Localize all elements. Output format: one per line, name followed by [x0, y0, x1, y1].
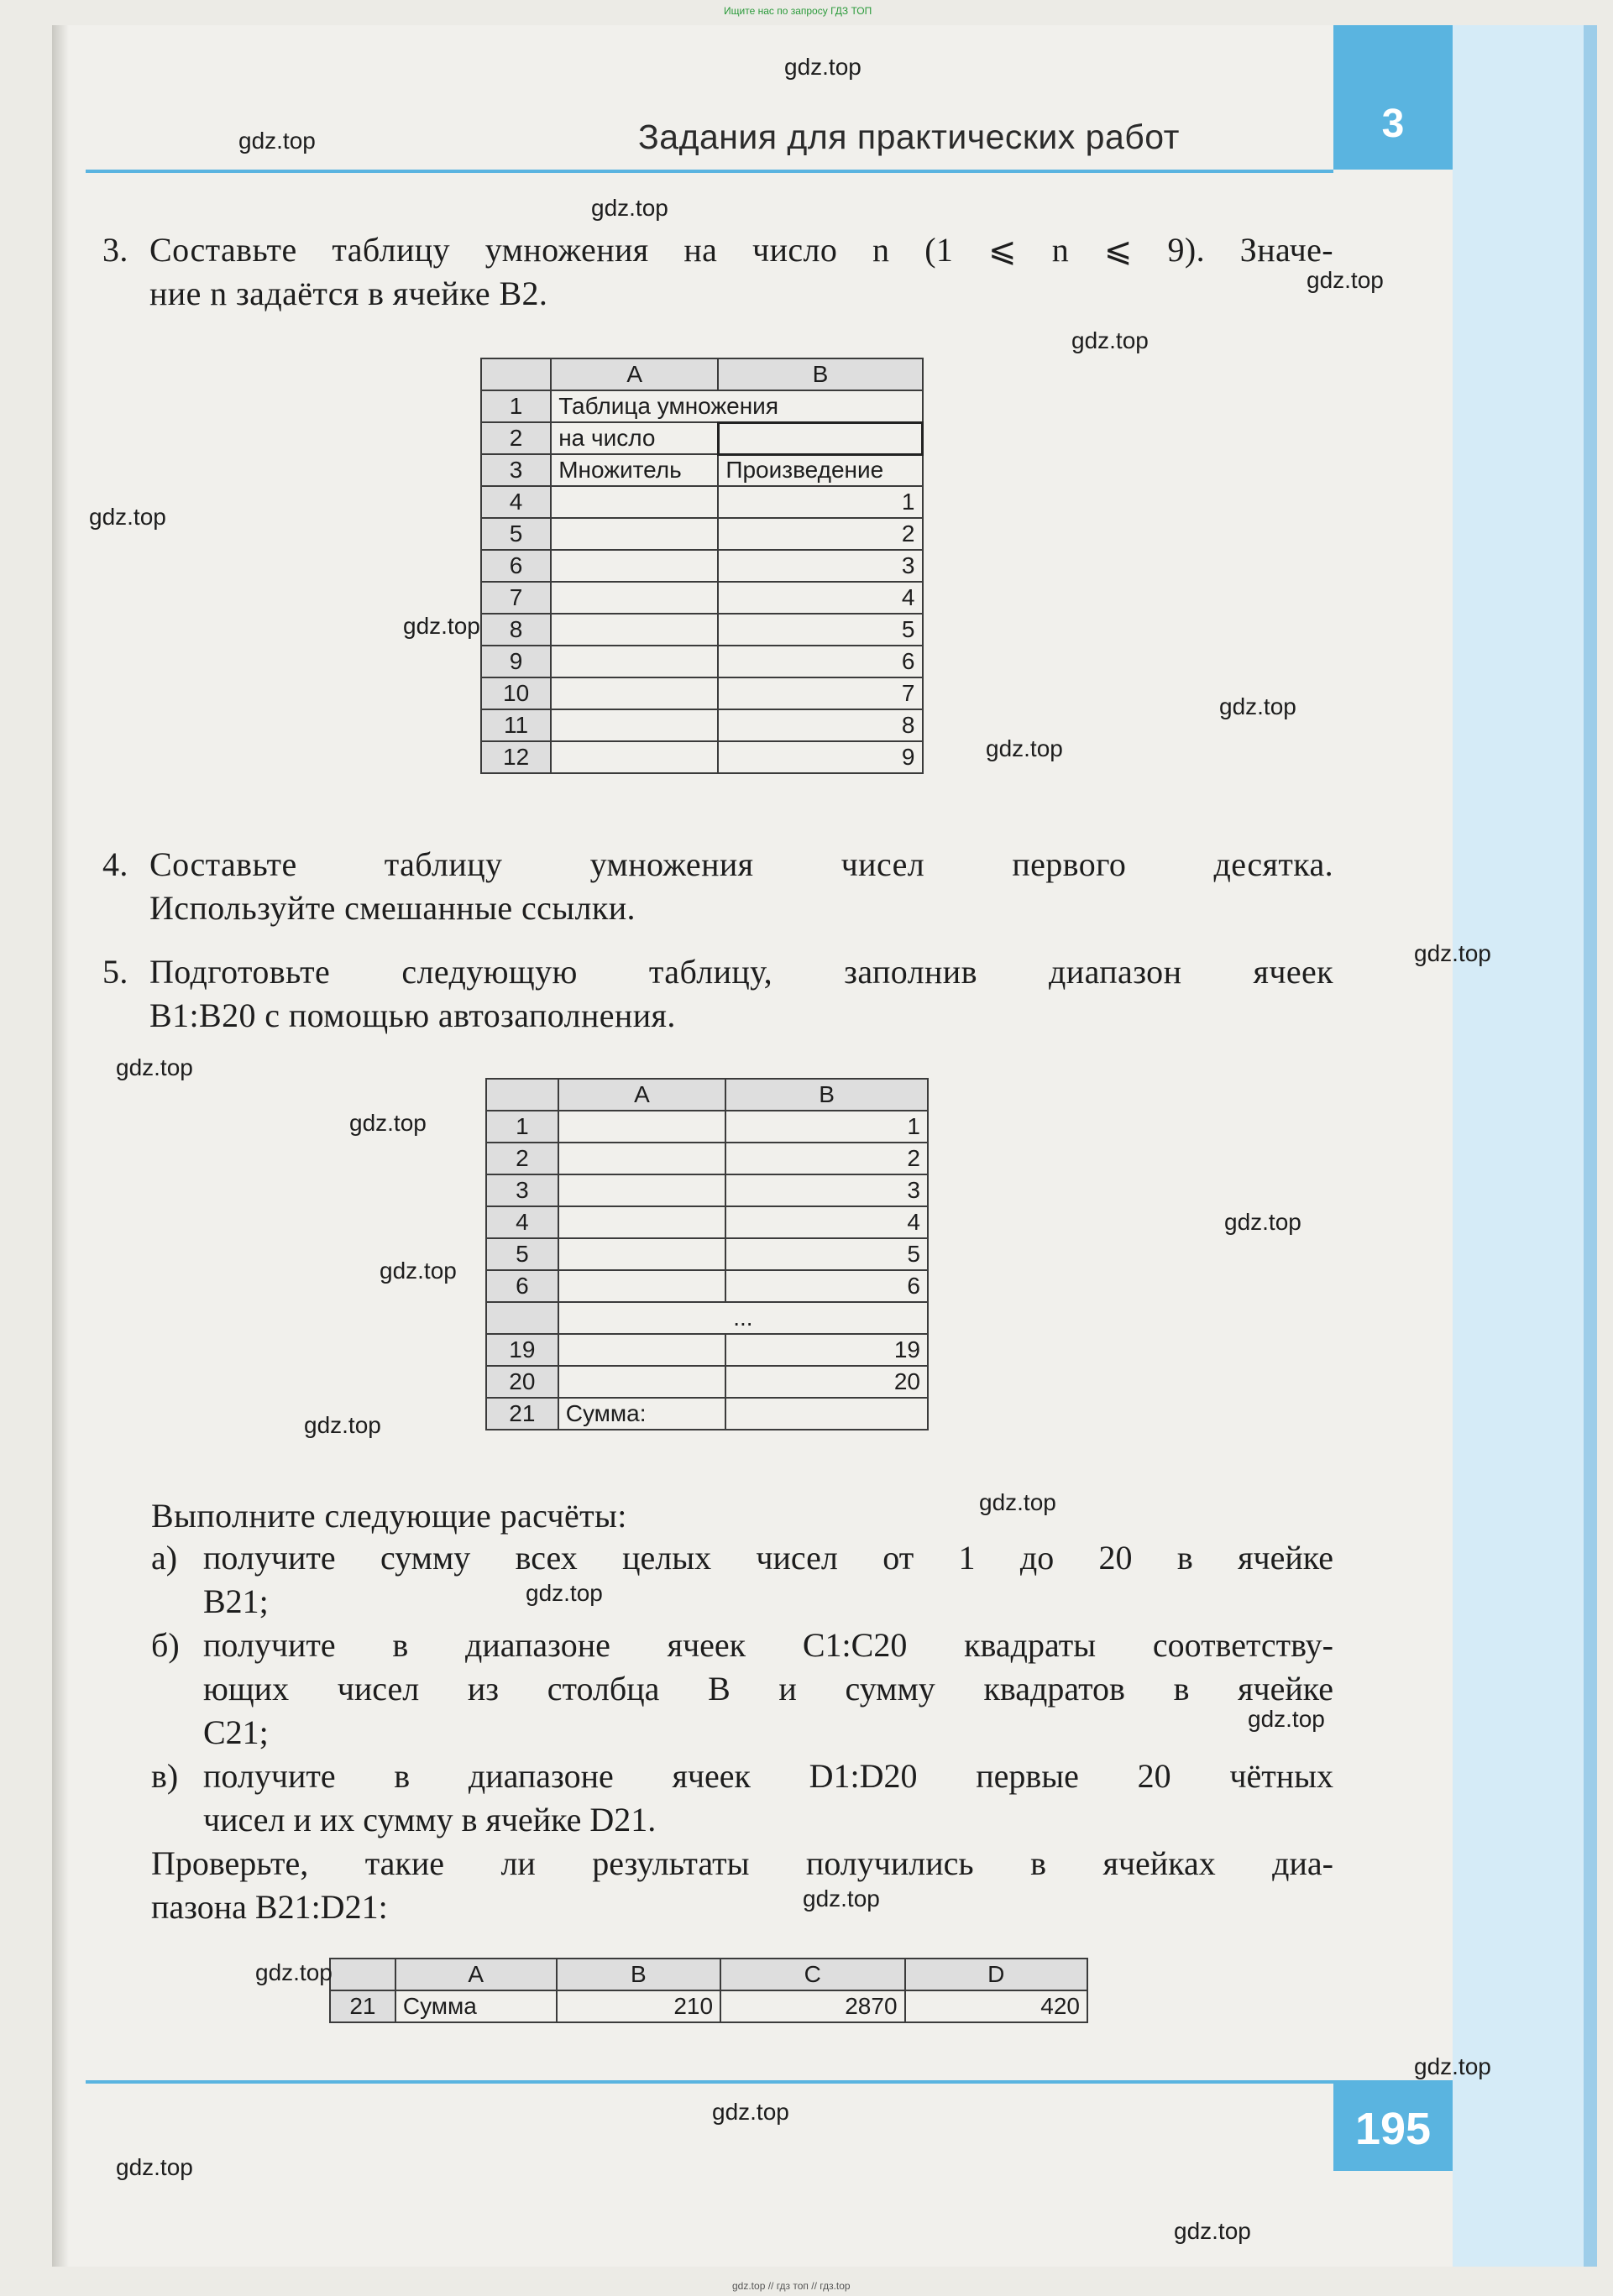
watermark: gdz.top: [403, 613, 480, 639]
task-5-number: 5.: [102, 953, 128, 991]
watermark: gdz.top: [1174, 2218, 1251, 2244]
watermark: gdz.top: [116, 2154, 193, 2180]
result-spreadsheet: [329, 1958, 1088, 2023]
cell: 20: [725, 1366, 928, 1398]
check-text: [151, 1842, 1333, 1929]
row-header: 1: [486, 1111, 558, 1143]
item-a: [151, 1536, 1333, 1624]
page-binding-shadow: [52, 25, 69, 2267]
chapter-tab: [1333, 25, 1453, 170]
watermark: gdz.top: [712, 2099, 789, 2125]
watermark: gdz.top: [380, 1258, 457, 1284]
side-edge: [1584, 25, 1597, 2267]
item-a-label: а): [151, 1539, 178, 1577]
check-line1: Проверьте, такие ли результаты получились в ячейках диа-: [151, 1844, 1333, 1882]
watermark: gdz.top: [979, 1489, 1056, 1515]
row-header: 3: [481, 454, 551, 486]
cell: [558, 1270, 725, 1302]
ellipsis: ...: [558, 1302, 928, 1334]
task-4-line1: Составьте таблицу умножения чисел первого десятка.: [149, 845, 1333, 883]
cell: 8: [718, 709, 922, 741]
item-a-line2: B21;: [203, 1582, 269, 1620]
row-header: 2: [481, 422, 551, 454]
task-4: [102, 843, 1333, 930]
item-c-line1: получите в диапазоне ячеек D1:D20 первые 20 чётных: [203, 1757, 1333, 1795]
cell: [551, 709, 718, 741]
watermark: gdz.top: [1414, 2053, 1491, 2079]
column-header: C: [720, 1959, 904, 1990]
cell: [558, 1174, 725, 1206]
task-5: [102, 950, 1333, 1038]
cell: 1: [725, 1111, 928, 1143]
watermark: gdz.top: [89, 504, 166, 530]
watermark: gdz.top: [349, 1110, 427, 1136]
header-title: Задания для практических работ: [638, 118, 1180, 156]
row-header: [486, 1302, 558, 1334]
column-header: A: [395, 1959, 557, 1990]
cell: 6: [725, 1270, 928, 1302]
cell-a2: на число: [551, 422, 718, 454]
row-header: 6: [486, 1270, 558, 1302]
cell: [551, 646, 718, 677]
row-header: 1: [481, 390, 551, 422]
watermark: gdz.top: [1071, 327, 1149, 353]
cell: 1: [718, 486, 922, 518]
watermark: gdz.top: [304, 1412, 381, 1438]
item-c: [151, 1755, 1333, 1842]
item-b-label: б): [151, 1626, 180, 1664]
column-header: B: [718, 358, 922, 390]
row-header: 2: [486, 1143, 558, 1174]
row-header: 10: [481, 677, 551, 709]
row-header: 4: [481, 486, 551, 518]
header-rule: [86, 170, 1333, 173]
row-header: 21: [330, 1990, 395, 2022]
row-header: 8: [481, 614, 551, 646]
cell-b21: [725, 1398, 928, 1430]
column-header: B: [725, 1079, 928, 1111]
row-header: 3: [486, 1174, 558, 1206]
item-c-label: в): [151, 1757, 179, 1795]
cell: [558, 1143, 725, 1174]
row-header: 5: [481, 518, 551, 550]
bottom-notice: gdz.top // гдз топ // гдз.top: [732, 2280, 851, 2292]
row-header: 11: [481, 709, 551, 741]
cell: [558, 1334, 725, 1366]
item-a-line1: получите сумму всех целых чисел от 1 до 20 в ячейке: [203, 1539, 1333, 1577]
cell: [558, 1238, 725, 1270]
watermark: gdz.top: [784, 54, 861, 80]
task-4-number: 4.: [102, 845, 128, 883]
row-header: 6: [481, 550, 551, 582]
cell-b21: 210: [557, 1990, 721, 2022]
cell: 4: [725, 1206, 928, 1238]
calc-intro: Выполните следующие расчёты:: [151, 1497, 627, 1535]
cell-a3: Множитель: [551, 454, 718, 486]
cell: [551, 741, 718, 773]
cell: [551, 486, 718, 518]
row-header: 7: [481, 582, 551, 614]
cell-b3: Произведение: [718, 454, 922, 486]
watermark: gdz.top: [1248, 1706, 1325, 1732]
cell: 2: [718, 518, 922, 550]
cell: 3: [718, 550, 922, 582]
row-header: 4: [486, 1206, 558, 1238]
watermark: gdz.top: [803, 1885, 880, 1912]
watermark: gdz.top: [1307, 267, 1384, 293]
top-notice: Ищите нас по запросу ГДЗ ТОП: [724, 5, 872, 17]
cell: [558, 1111, 725, 1143]
check-line2: пазона B21:D21:: [151, 1888, 388, 1926]
column-header: D: [905, 1959, 1087, 1990]
watermark: gdz.top: [1414, 940, 1491, 966]
side-margin-strip: [1453, 25, 1597, 2267]
item-b-line1: получите в диапазоне ячеек C1:C20 квадраты соответству-: [203, 1626, 1333, 1664]
cell: 19: [725, 1334, 928, 1366]
cell: 2: [725, 1143, 928, 1174]
cell: 4: [718, 582, 922, 614]
cell-a21: Сумма: [395, 1990, 557, 2022]
watermark: gdz.top: [591, 195, 668, 221]
cell-c21: 2870: [720, 1990, 904, 2022]
task-3-number: 3.: [102, 231, 128, 269]
item-b-line2: ющих чисел из столбца B и сумму квадратов в ячейке: [203, 1670, 1333, 1708]
cell: 5: [718, 614, 922, 646]
cell: [558, 1206, 725, 1238]
cell: 6: [718, 646, 922, 677]
task-3-line2: ние n задаётся в ячейке B2.: [149, 275, 548, 312]
chapter-number: 3: [1381, 102, 1405, 146]
corner-cell: [330, 1959, 395, 1990]
task-4-line2: Используйте смешанные ссылки.: [149, 889, 636, 927]
column-header: A: [551, 358, 718, 390]
page-number: 195: [1354, 2104, 1432, 2154]
cell-d21: 420: [905, 1990, 1087, 2022]
task-5-line1: Подготовьте следующую таблицу, заполнив диапазон ячеек: [149, 953, 1333, 991]
watermark: gdz.top: [1219, 693, 1296, 719]
watermark: gdz.top: [986, 735, 1063, 761]
cell-a1: Таблица умножения: [551, 390, 922, 422]
row-header: 12: [481, 741, 551, 773]
cell: 5: [725, 1238, 928, 1270]
watermark: gdz.top: [255, 1959, 333, 1985]
item-c-line2: чисел и их сумму в ячейке D21.: [203, 1801, 657, 1838]
column-header: A: [558, 1079, 725, 1111]
corner-cell: [481, 358, 551, 390]
corner-cell: [486, 1079, 558, 1111]
cell: [551, 677, 718, 709]
row-header: 19: [486, 1334, 558, 1366]
cell: 3: [725, 1174, 928, 1206]
task3-spreadsheet: [480, 358, 924, 774]
task-5-line2: B1:B20 с помощью автозаполнения.: [149, 996, 676, 1034]
row-header: 20: [486, 1366, 558, 1398]
cell: 7: [718, 677, 922, 709]
cell: [551, 614, 718, 646]
cell-b2: [718, 422, 922, 454]
row-header: 9: [481, 646, 551, 677]
row-header: 5: [486, 1238, 558, 1270]
task-3-line1: Составьте таблицу умножения на число n (1 ⩽ n ⩽ 9). Значе-: [149, 231, 1333, 269]
cell: [551, 582, 718, 614]
cell: [551, 550, 718, 582]
cell: [551, 518, 718, 550]
cell: [558, 1366, 725, 1398]
column-header: B: [557, 1959, 721, 1990]
task-3: [102, 228, 1333, 316]
cell: 9: [718, 741, 922, 773]
watermark: gdz.top: [526, 1580, 603, 1606]
watermark: gdz.top: [1224, 1209, 1301, 1235]
watermark: gdz.top: [238, 128, 316, 154]
row-header: 21: [486, 1398, 558, 1430]
task5-spreadsheet: [485, 1078, 929, 1430]
footer-rule: [86, 2080, 1333, 2084]
watermark: gdz.top: [116, 1054, 193, 1080]
cell-a21: Сумма:: [558, 1398, 725, 1430]
item-b-line3: C21;: [203, 1713, 269, 1751]
item-b: [151, 1624, 1333, 1755]
